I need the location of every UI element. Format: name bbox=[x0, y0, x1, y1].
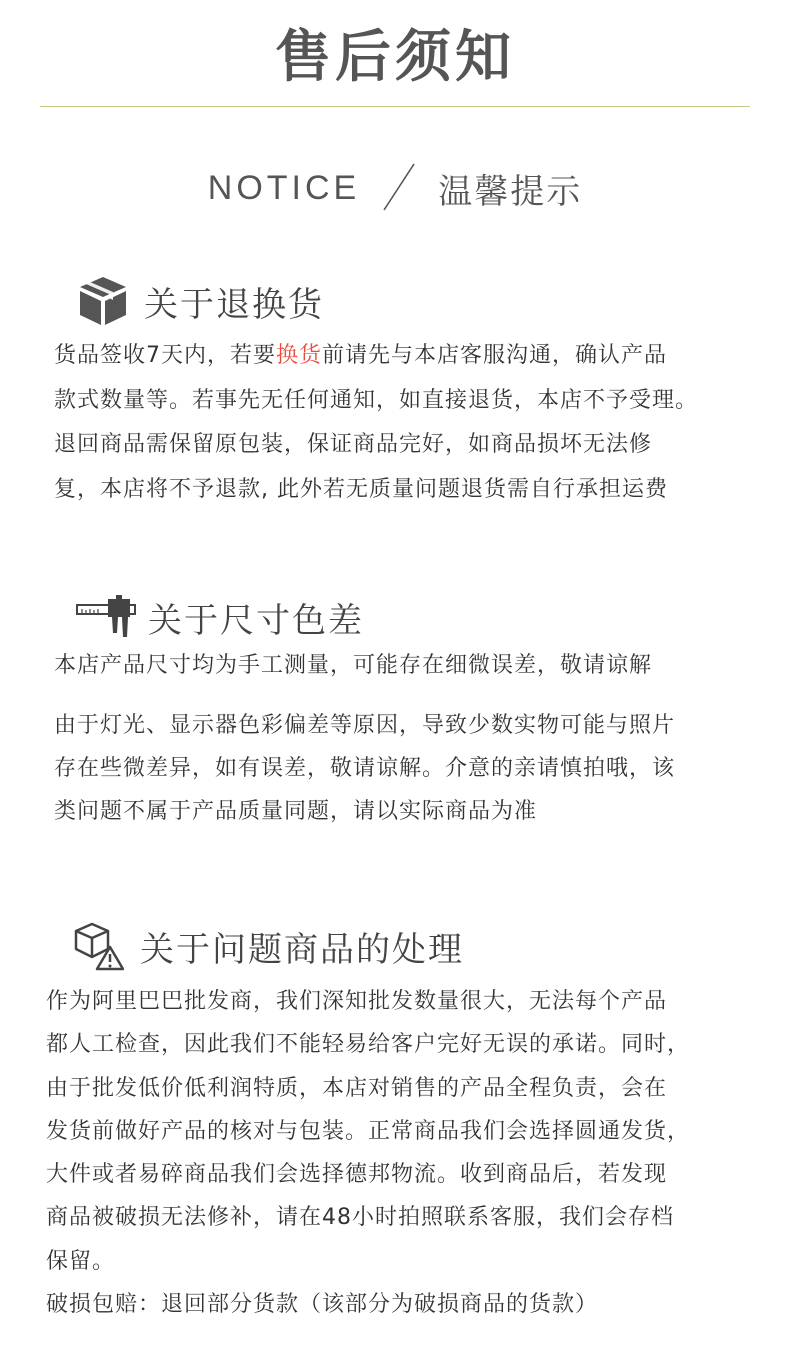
damaged-box-warning-icon bbox=[72, 921, 124, 971]
section-heading-text: 关于退换货 bbox=[144, 284, 324, 325]
notice-banner bbox=[0, 160, 790, 216]
paragraph-line: 都人工检查，因此我们不能轻易给客户完好无误的承诺。同时， bbox=[46, 1032, 691, 1058]
text-segment: 货品签收7天内，若要 bbox=[54, 343, 276, 368]
section-body-returns bbox=[54, 334, 698, 513]
paragraph-line: 破损包赔：退回部分货款（该部分为破损商品的货款） bbox=[46, 1292, 599, 1318]
notice-english-label: NOTICE bbox=[207, 168, 361, 207]
paragraph-line: 作为阿里巴巴批发商，我们深知批发数量很大，无法每个产品 bbox=[46, 989, 668, 1014]
paragraph-line: 大件或者易碎商品我们会选择德邦物流。收到商品后，若发现 bbox=[46, 1162, 668, 1188]
caliper-icon bbox=[76, 595, 138, 639]
package-box-icon bbox=[76, 274, 130, 328]
notice-chinese-label: 温馨提示 bbox=[438, 171, 583, 212]
paragraph-line: 复，本店将不予退款, 此外若无质量问题退货需自行承担运费 bbox=[54, 477, 668, 503]
paragraph-line: 退回商品需保留原包装，保证商品完好，如商品损坏无法修 bbox=[54, 432, 653, 458]
slash-divider-icon bbox=[374, 160, 424, 216]
paragraph-line: 发货前做好产品的核对与包装。正常商品我们会选择圆通发货， bbox=[46, 1118, 691, 1144]
section-heading-returns bbox=[76, 274, 324, 328]
section-body-size-note bbox=[54, 646, 652, 686]
page-title: 售后须知 bbox=[275, 25, 515, 90]
section-heading-text: 关于尺寸色差 bbox=[148, 600, 364, 641]
paragraph-line: 由于批发低价低利润特质，本店对销售的产品全程负责，会在 bbox=[46, 1075, 668, 1101]
paragraph-line bbox=[54, 334, 698, 379]
section-heading-problem-goods bbox=[72, 918, 464, 974]
paragraph-line: 存在些微差异，如有误差，敬请谅解。介意的亲请慎拍哦，该 bbox=[54, 756, 676, 781]
section-heading-size bbox=[76, 590, 364, 644]
section-body-size-color bbox=[54, 704, 675, 833]
paragraph-line: 类问题不属于产品质量同题，请以实际商品为准 bbox=[54, 799, 538, 824]
paragraph-line: 保留。 bbox=[46, 1248, 116, 1274]
section-body-problem-goods bbox=[46, 980, 690, 1326]
title-divider bbox=[40, 106, 750, 107]
paragraph-line: 本店产品尺寸均为手工测量，可能存在细微误差，敬请谅解 bbox=[54, 653, 653, 678]
paragraph-line: 款式数量等。若事先无任何通知，如直接退货，本店不予受理。 bbox=[54, 387, 699, 413]
paragraph-line: 由于灯光、显示器色彩偏差等原因，导致少数实物可能与照片 bbox=[54, 713, 676, 738]
text-segment: 前请先与本店客服沟通，确认产品 bbox=[322, 343, 668, 368]
section-heading-text: 关于问题商品的处理 bbox=[140, 929, 464, 970]
paragraph-line: 商品被破损无法修补，请在48小时拍照联系客服，我们会存档 bbox=[46, 1205, 674, 1231]
highlighted-text: 换货 bbox=[276, 343, 323, 368]
